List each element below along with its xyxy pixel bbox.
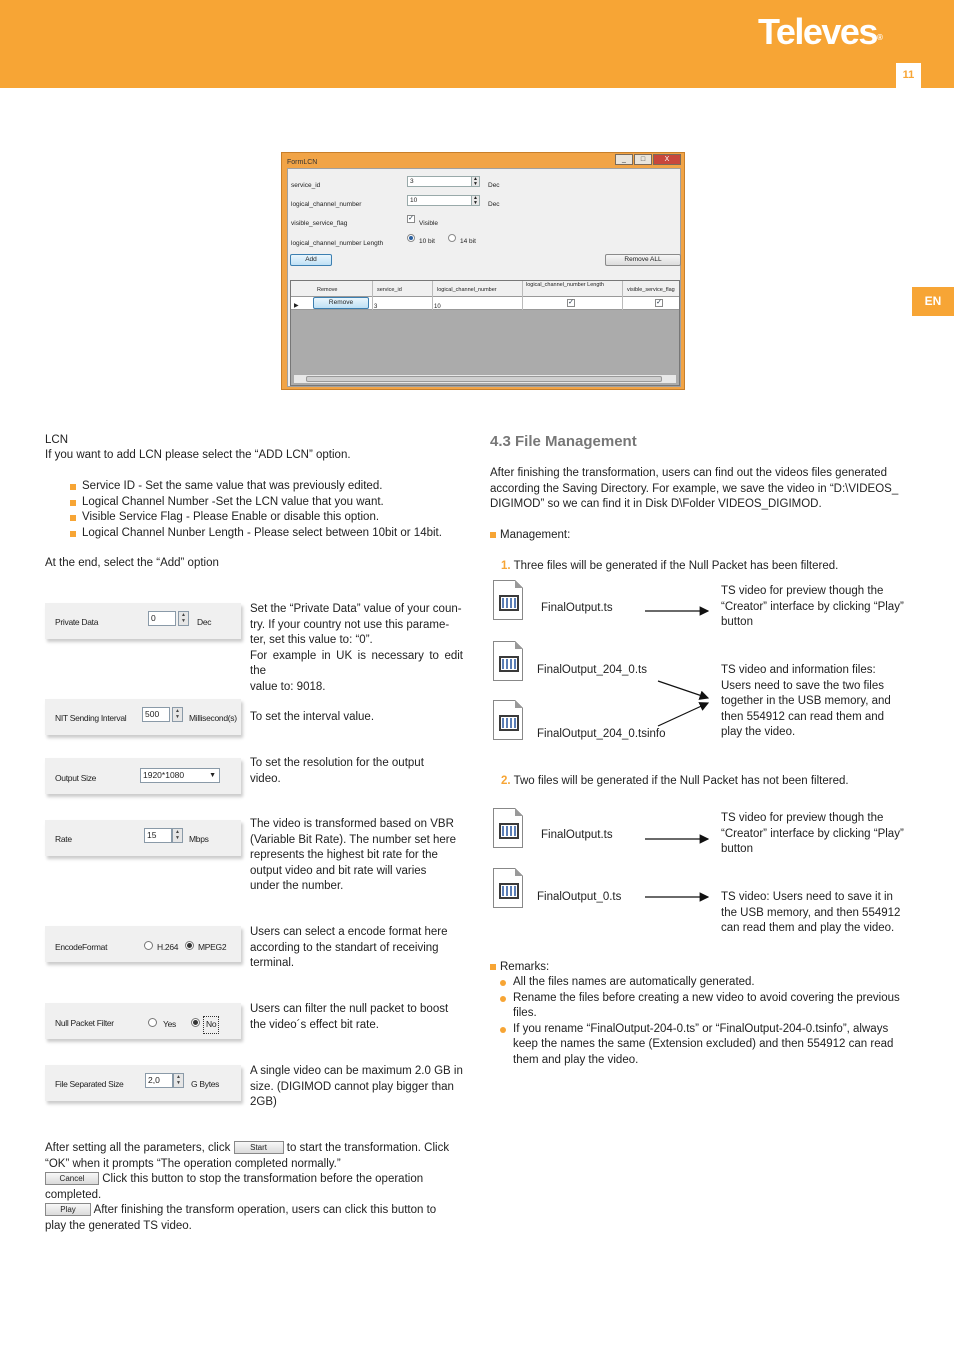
nit-interval-unit: Millisecond(s) [189, 713, 237, 723]
private-data-label: Private Data [55, 617, 99, 627]
radio-no-label: No [203, 1016, 219, 1034]
col-divider [432, 297, 433, 310]
service-id-input[interactable]: 3 [407, 176, 479, 187]
section-title: 4.3 File Management [490, 433, 637, 450]
radio-10bit-label: 10 bit [419, 238, 435, 245]
table-row [291, 297, 679, 310]
encode-format-widget [45, 926, 241, 962]
output-size-value: 1920*1080 [143, 770, 185, 780]
header-remove: Remove [317, 287, 338, 293]
start-text-after: to start the transformation. Click [286, 1142, 450, 1154]
file-size-unit: G Bytes [191, 1079, 220, 1089]
radio-mpeg2[interactable] [185, 941, 194, 950]
radio-h264-label: H.264 [157, 942, 179, 952]
arrows-diagram-2 [640, 828, 720, 908]
output-size-select[interactable] [140, 768, 220, 783]
arrow-right-icon [658, 703, 708, 726]
service-id-spinner[interactable]: ▲ ▼ [471, 176, 480, 187]
radio-h264[interactable] [144, 941, 153, 950]
chevron-down-icon: ▼ [209, 772, 216, 779]
lcn-table [290, 280, 680, 386]
management-label: Management: [490, 528, 570, 544]
radio-mpeg2-label: MPEG2 [198, 942, 227, 952]
window-title: FormLCN [287, 159, 318, 166]
visible-flag-label: visible_service_flag [291, 220, 348, 227]
service-id-label: service_id [291, 182, 321, 189]
file-size-label: File Separated Size [55, 1079, 124, 1089]
rate-label: Rate [55, 834, 72, 844]
case2-desc-preview: TS video for preview though the “Creator” interface by clicking “Play” button [721, 812, 904, 855]
private-data-widget [45, 603, 241, 639]
nit-interval-description: To set the interval value. [250, 711, 375, 723]
visible-checkbox-label: Visible [419, 220, 439, 227]
remarks-label: Remarks: [490, 960, 549, 976]
header-lcn-length: logical_channel_number Length [526, 282, 604, 288]
private-data-description: Set the “Private Data” value of your coun- try. If your country not use this parame- ter, set this value to: “0”. For example in UK is necessary to edit the value to: 9018. [250, 603, 463, 693]
row-service-id: 3 [374, 304, 378, 310]
table-header [291, 281, 679, 297]
encode-format-label: EncodeFormat [55, 942, 108, 952]
nit-interval-label: NIT Sending Interval [55, 713, 127, 723]
nit-interval-input[interactable]: 500 [142, 707, 170, 722]
private-data-spinner[interactable]: ▲ ▼ [178, 611, 189, 626]
radio-10bit[interactable] [407, 234, 415, 242]
file-name: FinalOutput_204_0.ts [537, 664, 647, 676]
lcn-bullets [70, 479, 470, 541]
page-number: 11 [896, 63, 921, 88]
ts-file-icon [493, 641, 523, 681]
radio-yes-label: Yes [163, 1019, 176, 1029]
scrollbar-thumb[interactable] [306, 376, 662, 382]
lcn-label: logical_channel_number [291, 201, 362, 208]
row-pointer-icon: ▶ [294, 303, 299, 309]
lcn-intro: If you want to add LCN please select the “ADD LCN” option. [45, 449, 351, 461]
intro-paragraph: After finishing the transformation, users can find out the videos files generated according the Saving Directory. For example, we save the video in “D:\VIDEOS_ DIGIMOD” so we can find it in Disk D\Folder VIDEOS_DIGIMOD. [490, 467, 899, 510]
col-divider [372, 297, 373, 310]
start-text-line2: “OK” when it prompts “The operation completed normally.” [45, 1157, 341, 1170]
window-controls [615, 154, 681, 165]
null-packet-widget [45, 1003, 241, 1039]
visible-checkbox[interactable]: ✓ [408, 215, 414, 222]
header-visible-flag: visible_service_flag [627, 287, 675, 293]
ts-file-icon [493, 868, 523, 908]
header-service-id: service_id [377, 287, 402, 293]
list-item: If you rename “FinalOutput-204-0.ts” or “FinalOutput-204-0.tsinfo”, always keep the names the same (Extension excluded) and then 554912 can read them and play the video. [500, 1022, 910, 1069]
output-size-label: Output Size [55, 773, 97, 783]
play-text-line2: play the generated TS video. [45, 1219, 192, 1232]
case1-heading: 1. Three files will be generated if the Null Packet has been filtered. [501, 560, 839, 572]
lcn-length-label: logical_channel_number Length [291, 240, 384, 247]
col-divider [432, 281, 433, 297]
window-body [287, 168, 681, 387]
play-button[interactable]: Play [45, 1203, 91, 1216]
maximize-button[interactable]: □ [634, 154, 652, 165]
service-id-unit: Dec [488, 182, 500, 189]
case2-desc-file: TS video: Users need to save it in the USB memory, and then 554912 can read them and play the video. [721, 891, 901, 934]
radio-14bit[interactable] [448, 234, 456, 242]
list-item: Logical Channel Number -Set the LCN value that you want. [70, 495, 470, 511]
file-size-widget [45, 1065, 241, 1101]
ts-file-icon [493, 808, 523, 848]
form-lcn-window [281, 152, 685, 390]
radio-yes[interactable] [148, 1018, 157, 1027]
col-divider [522, 281, 523, 297]
lcn-unit: Dec [488, 201, 500, 208]
file-size-input[interactable]: 2,0 [145, 1073, 173, 1088]
ts-file-icon [493, 580, 523, 620]
rate-widget [45, 820, 241, 856]
remove-all-button[interactable]: Remove ALL [605, 254, 681, 266]
row-lcn: 10 [434, 304, 441, 310]
radio-no[interactable] [191, 1018, 200, 1027]
tsinfo-file-icon [493, 700, 523, 740]
file-name: FinalOutput_0.ts [537, 891, 622, 903]
cancel-button[interactable]: Cancel [45, 1172, 99, 1185]
null-packet-label: Null Packet Filter [55, 1018, 114, 1028]
arrows-diagram [640, 595, 720, 735]
file-name: FinalOutput.ts [541, 829, 613, 841]
row-visible-checkbox[interactable]: ✓ [656, 299, 662, 306]
start-text-before: After setting all the parameters, click [45, 1142, 231, 1154]
bullet-square-icon [490, 532, 496, 538]
add-button[interactable]: Add [290, 254, 332, 266]
bullet-square-icon [490, 964, 496, 970]
private-data-input[interactable]: 0 [148, 611, 176, 626]
language-tab: EN [912, 287, 954, 316]
rate-description: The video is transformed based on VBR (Variable Bit Rate). The number set here represents the highest bit rate for the output video and bit rate will varies under the number. [250, 818, 457, 892]
row-remove-button[interactable]: Remove [313, 297, 369, 309]
play-text: After finishing the transform operation, users can click this button to [93, 1204, 437, 1216]
lcn-spinner[interactable]: ▲ ▼ [471, 195, 480, 206]
televes-logo: Televes® [758, 11, 883, 52]
horizontal-scrollbar[interactable] [293, 374, 677, 384]
rate-spinner[interactable]: ▲ ▼ [172, 828, 183, 843]
col-divider [622, 297, 623, 310]
cancel-text-line2: completed. [45, 1188, 102, 1201]
rate-unit: Mbps [189, 834, 209, 844]
list-item: All the files names are automatically generated. [500, 975, 910, 991]
encode-format-description: Users can select a encode format here according to the standart of receiving terminal. [250, 926, 448, 969]
col-divider [372, 281, 373, 297]
bullet-dot-icon [500, 1027, 506, 1033]
file-size-spinner[interactable]: ▲ ▼ [173, 1073, 184, 1088]
case1-desc-files: TS video and information files: Users need to save the two files together in the USB memory, and then 554912 can read them and play the video. [721, 664, 891, 738]
at-end-text: At the end, select the “Add” option [45, 557, 219, 569]
arrow-right-icon [658, 681, 708, 698]
case1-desc-preview: TS video for preview though the “Creator” interface by clicking “Play” button [721, 585, 904, 628]
null-packet-description: Users can filter the null packet to boost the video´s effect bit rate. [250, 1003, 449, 1031]
list-item: Visible Service Flag - Please Enable or disable this option. [70, 510, 470, 526]
list-item: Service ID - Set the same value that was previously edited. [70, 479, 470, 495]
header-lcn: logical_channel_number [437, 287, 497, 293]
col-divider [522, 297, 523, 310]
output-size-description: To set the resolution for the output video. [250, 757, 424, 785]
col-divider [622, 281, 623, 297]
bullet-dot-icon [500, 996, 506, 1002]
lcn-heading: LCN [45, 434, 69, 446]
file-name: FinalOutput.ts [541, 602, 613, 614]
close-button[interactable]: X [653, 154, 681, 165]
file-name: FinalOutput_204_0.tsinfo [537, 728, 666, 740]
minimize-button[interactable]: _ [615, 154, 633, 165]
file-size-description: A single video can be maximum 2.0 GB in size. (DIGIMOD cannot play bigger than 2GB) [250, 1065, 463, 1108]
private-data-unit: Dec [197, 617, 212, 627]
start-paragraph [45, 1141, 463, 1234]
list-item: Rename the files before creating a new video to avoid covering the previous files. [500, 991, 910, 1022]
remarks-list [500, 975, 910, 1068]
bullet-dot-icon [500, 980, 506, 986]
list-item: Logical Channel Nunber Length - Please select between 10bit or 14bit. [70, 526, 470, 542]
radio-14bit-label: 14 bit [460, 238, 476, 245]
cancel-text: Click this button to stop the transformation before the operation [102, 1173, 424, 1185]
start-button[interactable]: Start [234, 1141, 284, 1154]
nit-interval-spinner[interactable]: ▲ ▼ [172, 707, 183, 722]
lcn-input[interactable]: 10 [407, 195, 479, 206]
case2-heading: 2. Two files will be generated if the Null Packet has not been filtered. [501, 775, 849, 787]
row-length-checkbox[interactable]: ✓ [568, 299, 574, 306]
nit-interval-widget [45, 699, 241, 735]
rate-input[interactable]: 15 [144, 828, 172, 843]
output-size-widget [45, 758, 241, 794]
